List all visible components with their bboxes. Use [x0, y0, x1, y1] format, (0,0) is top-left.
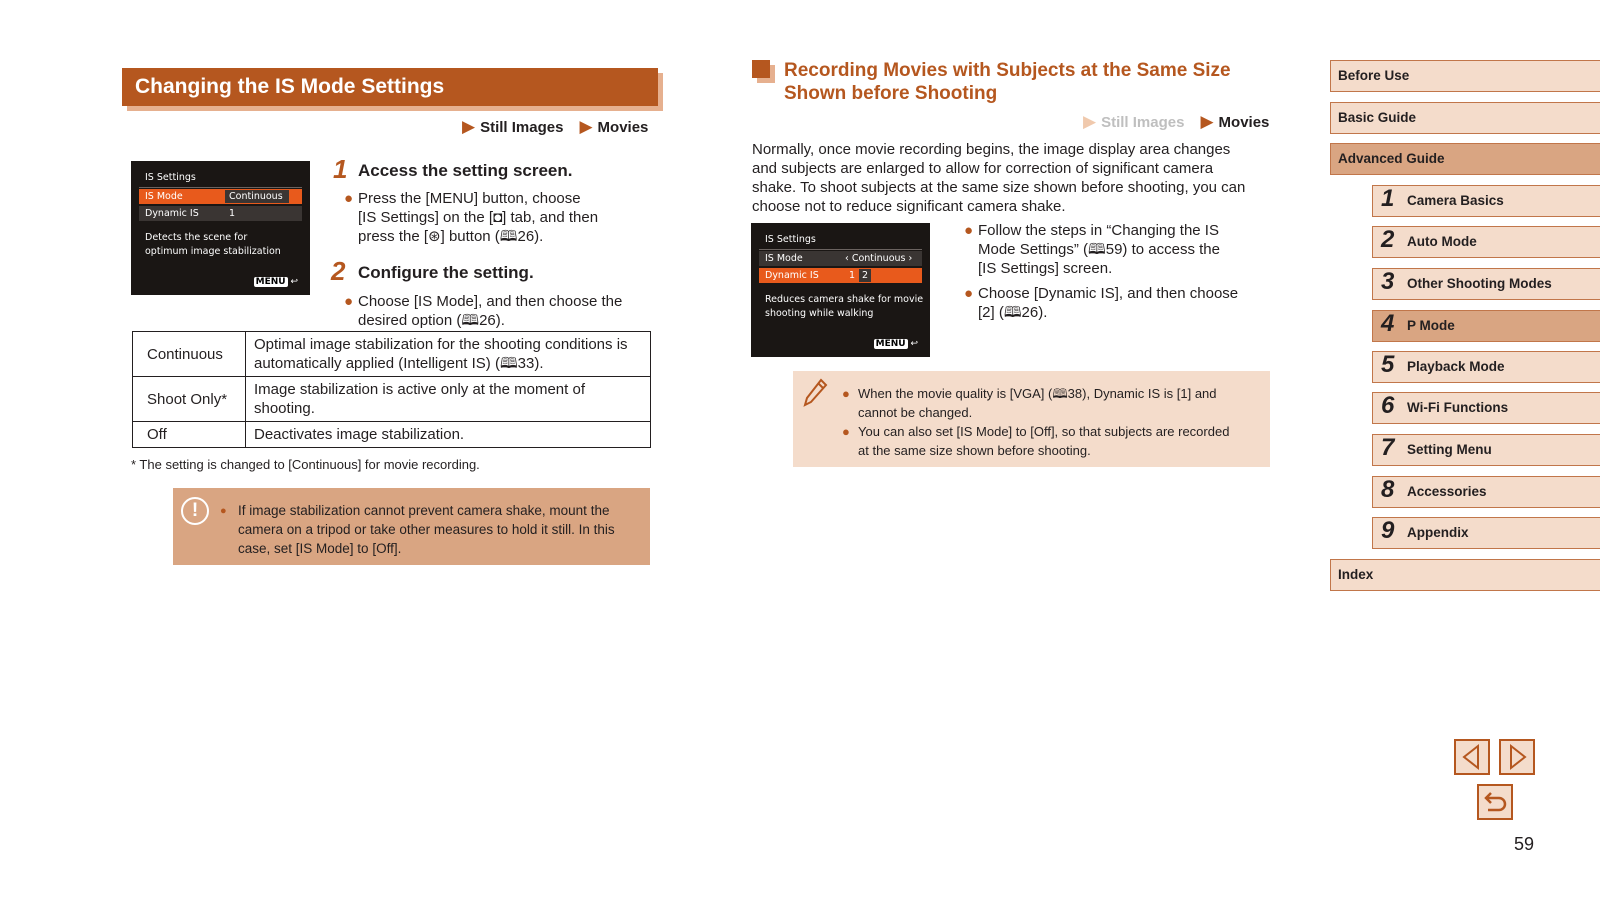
section-marker — [752, 60, 770, 78]
nav-chapter-2[interactable]: 2 Auto Mode — [1372, 226, 1600, 258]
note-text: You can also set [IS Mode] to [Off], so that subjects are recorded — [858, 424, 1230, 439]
step-instruction: ● Choose [Dynamic IS], and then choose [2] (🕮26). — [964, 285, 1239, 321]
step-instruction: ● Choose [IS Mode], and then choose the desired option (🕮26). — [344, 293, 623, 329]
menu-back-icon: MENU ↩ — [255, 277, 298, 287]
caution-text: If image stabilization cannot prevent camera shake, mount the — [238, 503, 610, 518]
section-title: Changing the IS Mode Settings — [122, 68, 658, 106]
page-number: 59 — [1514, 834, 1535, 854]
nav-chapter-3[interactable]: 3 Other Shooting Modes — [1372, 268, 1600, 300]
camera-row-label: IS Mode — [765, 253, 803, 264]
note-text: When the movie quality is [VGA] (🕮38), Dynamic IS is [1] and — [858, 386, 1217, 401]
camera-row-is-mode — [139, 189, 302, 204]
camera-desc-line: Detects the scene for — [145, 232, 248, 243]
table-row: Shoot Only* Image stabilization is active only at the moment of shooting. — [133, 377, 651, 422]
still-images-label: Still Images — [480, 119, 564, 136]
table-row: Continuous Optimal image stabilization for the shooting conditions is automatically applied (Intelligent IS) (🕮33). — [133, 332, 651, 377]
caution-box: ! ● If image stabilization cannot prevent camera shake, mount the camera on a tripod or take other measures to hold it still. In this case, set [IS Mode] to [Off]. — [173, 488, 650, 565]
triangle-icon: ▶ — [1083, 112, 1097, 131]
prev-page-button[interactable] — [1454, 739, 1490, 775]
note-box: ● When the movie quality is [VGA] (🕮38), Dynamic IS is [1] and cannot be changed. ● You can also set [IS Mode] to [Off], so that subjects are recorded at the same size shown before shooting. — [793, 371, 1270, 467]
table-row: Off Deactivates image stabilization. — [133, 422, 651, 448]
triangle-icon: ▶ — [579, 117, 593, 136]
footnote: * The setting is changed to [Continuous] for movie recording. — [131, 457, 480, 472]
movies-label: Movies — [1218, 114, 1270, 131]
camera-desc-line: Reduces camera shake for movie — [765, 294, 924, 305]
arrow-right-icon — [1501, 741, 1533, 773]
nav-advanced-guide[interactable]: Advanced Guide — [1330, 143, 1600, 175]
menu-back-icon: MENU ↩ — [875, 339, 918, 349]
note-text: at the same size shown before shooting. — [858, 443, 1091, 458]
step-title: Access the setting screen. — [358, 161, 573, 180]
nav-chapter-4[interactable]: 4 P Mode — [1372, 310, 1600, 342]
movies-label: Movies — [597, 119, 649, 136]
camera-screen-header: IS Settings — [765, 234, 816, 245]
camera-screen-dynamic-is — [751, 223, 930, 357]
camera-screen-is-settings — [131, 161, 310, 295]
camera-row-value: 1 — [849, 270, 856, 281]
camera-row-is-mode — [759, 251, 922, 266]
still-images-label: Still Images — [1101, 114, 1185, 131]
next-page-button[interactable] — [1499, 739, 1535, 775]
camera-row-label: Dynamic IS — [765, 270, 819, 281]
arrow-left-icon — [1456, 741, 1488, 773]
camera-row-value: Continuous — [225, 190, 289, 203]
availability-indicator — [462, 117, 648, 137]
camera-row-value: 1 — [229, 208, 236, 219]
caution-text: camera on a tripod or take other measures to hold it still. In this — [238, 522, 615, 537]
section-title: Recording Movies with Subjects at the Same Size Shown before Shooting — [784, 60, 1231, 104]
camera-row-dynamic-is — [759, 268, 922, 283]
is-mode-options-table — [132, 331, 651, 448]
step-instruction: ● Follow the steps in “Changing the IS Mode Settings” (🕮59) to access the [IS Settings] screen. — [964, 222, 1220, 277]
nav-chapter-8[interactable]: 8 Accessories — [1372, 476, 1600, 508]
step-number: 2 — [331, 256, 346, 286]
nav-basic-guide[interactable]: Basic Guide — [1330, 102, 1600, 134]
camera-row-label: IS Mode — [145, 191, 183, 202]
camera-desc-line: shooting while walking — [765, 308, 874, 319]
step-number: 1 — [333, 154, 348, 184]
return-icon — [1479, 786, 1511, 818]
triangle-icon: ▶ — [1200, 112, 1214, 131]
nav-chapter-6[interactable]: 6 Wi-Fi Functions — [1372, 392, 1600, 424]
nav-chapter-5[interactable]: 5 Playback Mode — [1372, 351, 1600, 383]
caution-text: case, set [IS Mode] to [Off]. — [238, 541, 402, 556]
step-instruction: ● Press the [MENU] button, choose [IS Settings] on the [◘] tab, and then press the [⊛] button (🕮26). — [344, 190, 599, 245]
availability-indicator — [1083, 112, 1269, 132]
camera-row-value-selected: 2 — [859, 269, 871, 282]
nav-chapter-9[interactable]: 9 Appendix — [1372, 517, 1600, 549]
triangle-icon: ▶ — [462, 117, 476, 136]
return-button[interactable] — [1477, 784, 1513, 820]
nav-chapter-1[interactable]: 1 Camera Basics — [1372, 185, 1600, 217]
caution-icon: ! — [181, 497, 209, 525]
nav-before-use[interactable]: Before Use — [1330, 60, 1600, 92]
note-text: cannot be changed. — [858, 405, 973, 420]
camera-row-dynamic-is — [139, 206, 302, 221]
camera-row-label: Dynamic IS — [145, 208, 199, 219]
camera-desc-line: optimum image stabilization — [145, 246, 281, 257]
nav-index[interactable]: Index — [1330, 559, 1600, 591]
camera-row-value: ‹ Continuous › — [845, 253, 913, 264]
step-title: Configure the setting. — [358, 263, 534, 282]
nav-chapter-7[interactable]: 7 Setting Menu — [1372, 434, 1600, 466]
camera-screen-header: IS Settings — [145, 172, 196, 183]
intro-paragraph: Normally, once movie recording begins, the image display area changes and subjects are enlarged to allow for correction of significant camera shake. To shoot subjects at the same size shown before shooting, you can choose not to reduce significant camera shake. — [752, 141, 1246, 215]
pencil-icon — [801, 377, 829, 409]
